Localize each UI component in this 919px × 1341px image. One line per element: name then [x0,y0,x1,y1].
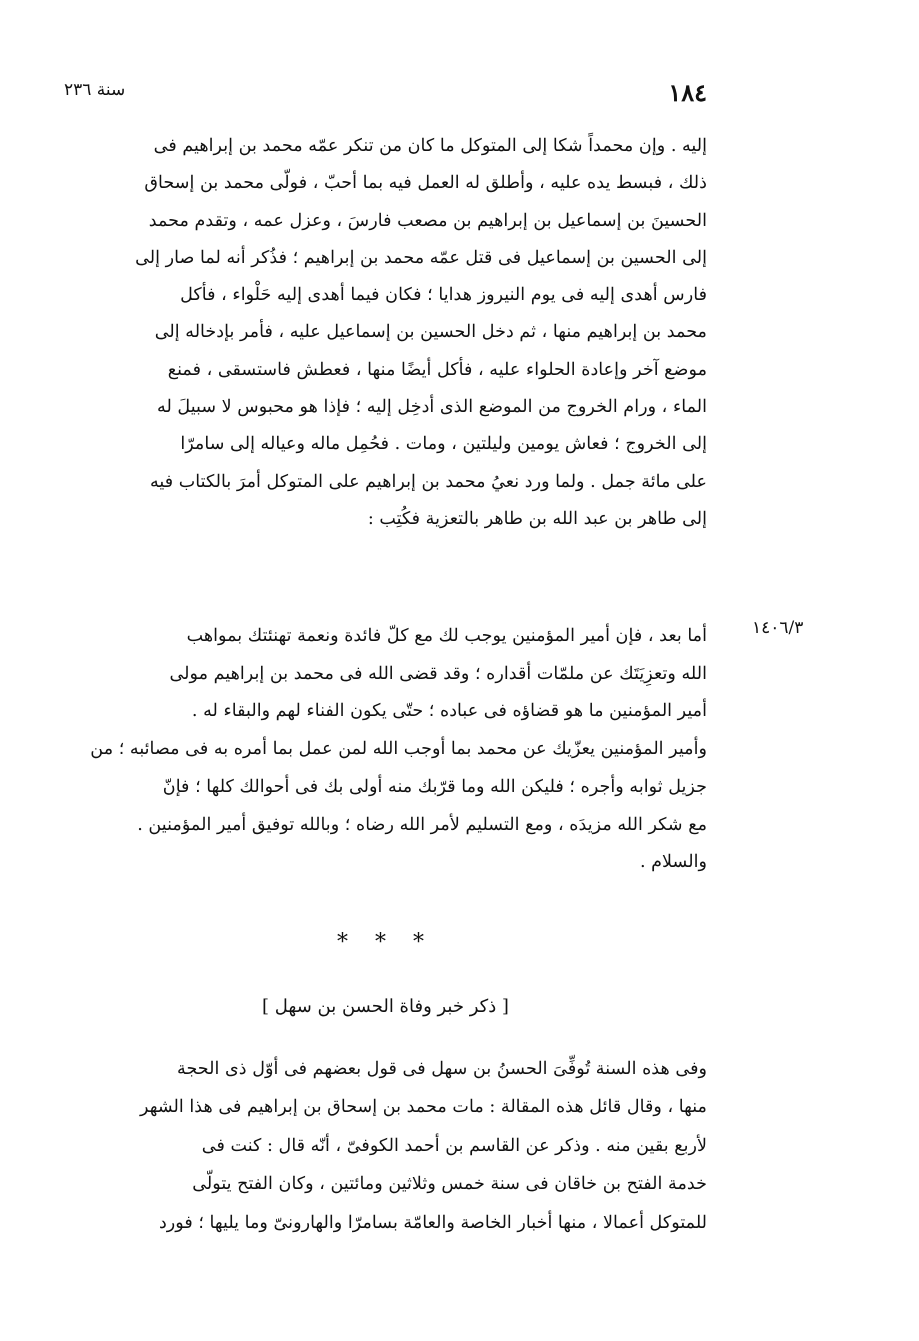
page-header [64,78,707,110]
text-line: إلى الحسين بن إسماعيل فى قتل عمّه محمد بن إبراهيم ؛ فذُكر أنه لما صار إلى [135,247,707,268]
text-line: للمتوكل أعمالا ، منها أخبار الخاصة والعامّة بسامرّا والهارونىّ وما يليها ؛ فورد [158,1212,707,1233]
text-line: فارس أهدى إليه فى يوم النيروز هدايا ؛ فكان فيما أهدى إليه حَلْواء ، فأكل [180,285,707,306]
text-line: وفى هذه السنة تُوفِّىَ الحسنُ بن سهل فى قول بعضهم فى أوّل ذى الحجة [177,1059,707,1079]
text-line: ذلك ، فبسط يده عليه ، وأطلق له العمل فيه بما أحبّ ، فولّى محمد بن إسحاق [144,173,707,194]
text-line: أما بعد ، فإن أمير المؤمنين يوجب لك مع كلّ فائدة ونعمة تهنئتك بمواهب [186,626,707,646]
paragraph-narrative [64,128,707,538]
text-line: مع شكر الله مزيدَه ، ومع التسليم لأمر الله رضاه ؛ وبالله توفيق أمير المؤمنين . [137,814,707,835]
text-line: إلى الخروج ؛ فعاش يومين وليلتين ، ومات . فحُمِل ماله وعياله إلى سامرّا [180,434,707,455]
text-line: وأمير المؤمنين يعزّيك عن محمد بما أوجب الله لمن عمل بما أمره به فى مصائبه ؛ من [90,739,707,760]
section-divider: * * * [337,930,434,955]
page-number: ١٨٤ [668,78,707,107]
text-line: جزيل ثوابه وأجره ؛ فليكن الله وما قرّبك منه أولى بك فى أحوالك كلها ؛ فإنّ [162,776,707,797]
text-line: إلى طاهر بن عبد الله بن طاهر بالتعزية فكُتِب : [367,508,707,529]
paragraph-letter [64,618,707,882]
text-line: إليه . وإن محمداً شكا إلى المتوكل ما كان من تنكر عمّه محمد بن إبراهيم فى [153,136,707,156]
text-line: منها ، وقال قائل هذه المقالة : مات محمد بن إسحاق بن إبراهيم فى هذا الشهر [140,1097,707,1118]
text-line: أمير المؤمنين ما هو قضاؤه فى عباده ؛ حتّى يكون الفناء لهم والبقاء له . [191,701,707,722]
text-line: خدمة الفتح بن خاقان فى سنة خمس وثلاثين ومائتين ، وكان الفتح يتولّى [192,1174,707,1195]
text-line: الله وتعزِيَتَك عن ملمّات أقداره ؛ وقد قضى الله فى محمد بن إبراهيم مولى [169,663,707,684]
text-line: والسلام . [639,852,707,873]
margin-reference: ١٤٠٦/٣ [752,618,804,638]
text-line: محمد بن إبراهيم منها ، ثم دخل الحسين بن إسماعيل عليه ، فأمر بإدخاله إلى [154,322,707,343]
text-line: الماء ، ورام الخروج من الموضع الذى أدخِل إليه ؛ فإذا هو محبوس لا سبيلَ له [157,397,707,418]
text-line: الحسينَ بن إسماعيل بن إبراهيم بن مصعب فارسَ ، وعزل عمه ، وتقدم محمد [148,210,707,231]
text-line: لأربع بقين منه . وذكر عن القاسم بن أحمد الكوفىّ ، أنّه قال : كنت فى [201,1135,707,1156]
text-line: على مائة جمل . ولما ورد نعيُ محمد بن إبراهيم على المتوكل أمرَ بالكتاب فيه [149,471,707,492]
text-line: موضع آخر وإعادة الحلواء عليه ، فأكل أيضًا منها ، فعطش فاستسقى ، فمنع [167,359,707,380]
section-heading: [ ذكر خبر وفاة الحسن بن سهل ] [262,996,509,1017]
year-label: سنة ٢٣٦ [64,80,126,100]
paragraph-section [64,1050,707,1242]
